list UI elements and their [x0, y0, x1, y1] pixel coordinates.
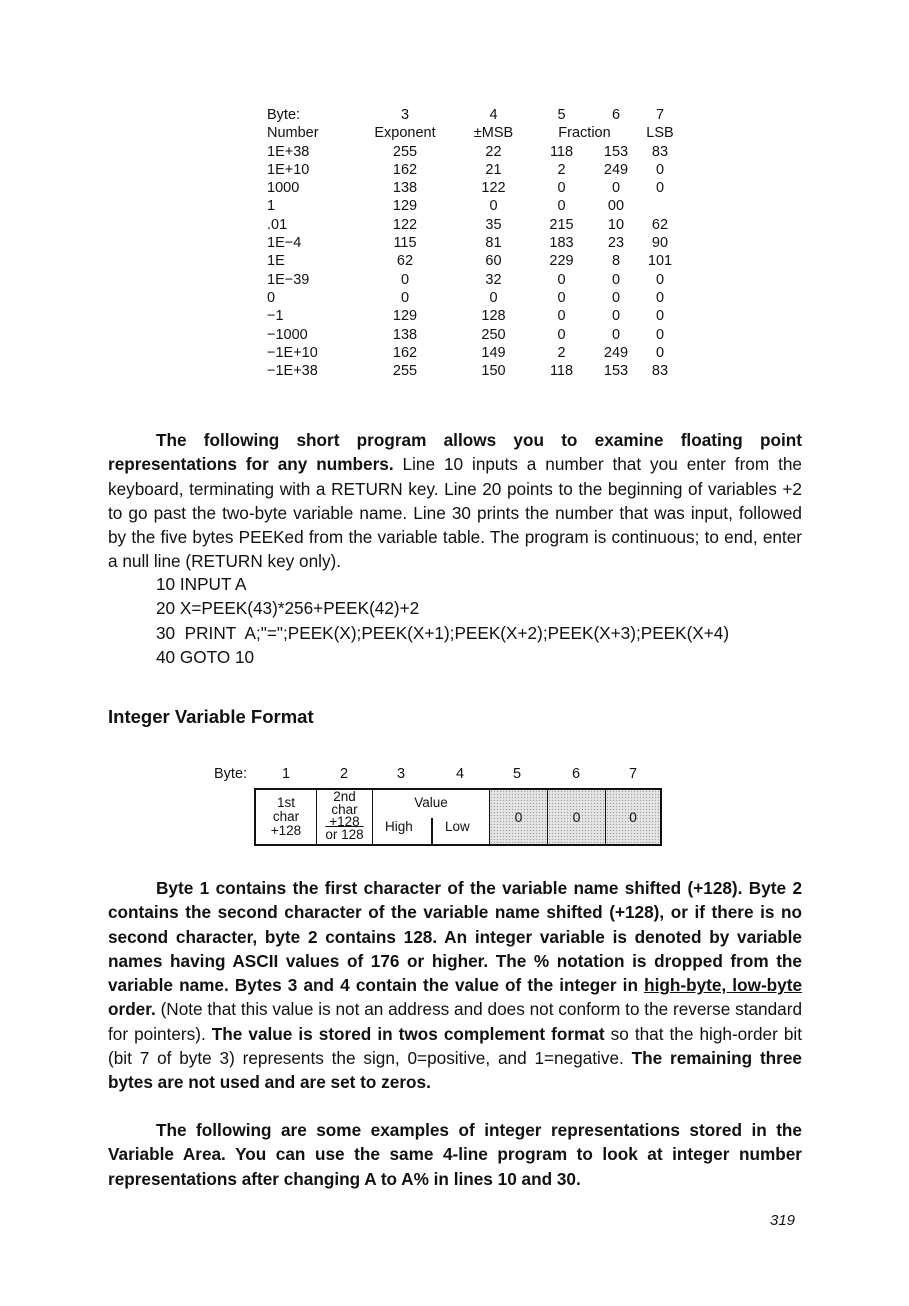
cell-fraction-byte-6: 0	[611, 326, 621, 343]
table-row	[262, 143, 681, 161]
basic-program-listing	[156, 572, 729, 669]
cell1-line3: +128	[270, 823, 302, 838]
diagram-cell-byte-7	[606, 790, 660, 844]
value-low: Low	[445, 819, 470, 834]
cell-number: 1E−39	[267, 271, 310, 288]
cell-exponent: 0	[400, 289, 410, 306]
cell-exponent: 138	[392, 326, 418, 343]
cell-exponent: 0	[400, 271, 410, 288]
exponent-header: Exponent	[374, 125, 436, 142]
cell-number: −1	[267, 308, 284, 325]
cell-lsb: 0	[655, 161, 665, 178]
table-row	[262, 216, 681, 234]
program-description	[108, 428, 802, 574]
byte-7-header: 7	[655, 107, 665, 123]
cell-number: 0	[267, 289, 276, 306]
cell-number: −1E+38	[267, 363, 318, 380]
number-header: Number	[267, 125, 319, 142]
cell-fraction-byte-5: 0	[557, 308, 566, 325]
cell-msb: 21	[485, 161, 502, 178]
cell-fraction-byte-6: 153	[603, 143, 629, 160]
cell-fraction-byte-5: 0	[557, 271, 566, 288]
byte-5-zero: 0	[514, 809, 523, 825]
cell2-line1: 2nd	[333, 789, 356, 804]
cell-msb: 0	[489, 198, 498, 215]
desc-bold-2: order.	[108, 999, 156, 1020]
byte-label: Byte:	[267, 107, 301, 123]
diagram-byte-4: 4	[455, 766, 465, 782]
cell-msb: 128	[481, 308, 506, 325]
desc-normal-2: so that the high-order bit (bit 7 of byte 3) represents the sign, 0=positive, and 1=negative.	[108, 1023, 803, 1069]
cell-fraction-byte-6: 23	[607, 235, 625, 252]
code-line-30: 30 PRINT A;"=";PEEK(X);PEEK(X+1);PEEK(X+2);PEEK(X+3);PEEK(X+4)	[156, 622, 730, 643]
cell2-line3: +128	[329, 814, 360, 829]
cell-msb: 22	[485, 143, 502, 160]
cell-exponent: 162	[392, 344, 418, 361]
cell-lsb: 101	[647, 253, 673, 270]
diagram-byte-1: 1	[281, 766, 291, 782]
cell-msb: 250	[481, 326, 506, 343]
cell-fraction-byte-5: 2	[557, 161, 566, 178]
value-label: Value	[414, 795, 448, 810]
cell-fraction-byte-5: 0	[557, 289, 566, 306]
cell-lsb: 90	[651, 235, 669, 252]
program-description-text: Line 10 inputs a number that you enter from the keyboard, terminating with a RETURN key. Line 20 points to the beginning of variables +2 to go past the two-byte variable name. Line 30 prints the number that was input, followed by the five bytes PEEKed from the variable table. The program is continuous; to end, enter a null line (RETURN key only).	[108, 454, 802, 572]
table-row	[262, 344, 681, 362]
cell-number: −1E+10	[267, 344, 318, 361]
cell-fraction-byte-5: 118	[549, 143, 574, 160]
cell-fraction-byte-5: 229	[549, 253, 574, 270]
cell-fraction-byte-6: 249	[603, 161, 629, 178]
table-row	[262, 326, 681, 344]
cell-number: .01	[267, 216, 288, 233]
cell-exponent: 122	[392, 216, 418, 233]
table-row	[262, 289, 681, 307]
diagram-byte-2: 2	[339, 766, 349, 782]
table-row	[262, 234, 681, 252]
cell-msb: 150	[481, 363, 506, 380]
cell-fraction-byte-5: 0	[557, 326, 566, 343]
cell2-line4: or 128	[325, 826, 364, 842]
cell-lsb: 0	[655, 326, 665, 343]
value-high: High	[385, 819, 413, 834]
cell-fraction-byte-5: 0	[557, 180, 566, 197]
cell-exponent: 255	[392, 143, 418, 160]
cell-number: 1	[267, 198, 276, 215]
cell-lsb: 62	[651, 216, 669, 233]
cell1-line2: char	[272, 809, 300, 824]
table-header-bytes	[262, 106, 681, 124]
page-number: 319	[770, 1212, 796, 1229]
cell1-line1: 1st	[276, 795, 295, 810]
cell-lsb: 0	[655, 289, 665, 306]
byte-4-header: 4	[489, 107, 498, 123]
diagram-byte-7: 7	[628, 766, 638, 782]
cell-msb: 32	[485, 271, 502, 288]
byte-6-zero: 0	[572, 809, 581, 825]
cell-exponent: 62	[396, 253, 414, 270]
cell-exponent: 138	[392, 180, 418, 197]
table-header-fields	[262, 124, 681, 142]
cell-fraction-byte-5: 183	[549, 235, 574, 252]
byte-5-header: 5	[557, 107, 566, 123]
cell-msb: 149	[481, 344, 506, 361]
cell-fraction-byte-6: 0	[611, 308, 621, 325]
diagram-cell-first-char	[256, 790, 317, 844]
cell-msb: 60	[485, 253, 502, 270]
floating-point-table	[262, 106, 681, 380]
cell-fraction-byte-6: 8	[611, 253, 621, 270]
cell-fraction-byte-6: 10	[607, 216, 625, 233]
lsb-header: LSB	[646, 125, 674, 142]
desc-bold-4: The remaining three bytes are not used and are set to zeros.	[108, 1048, 802, 1093]
cell-fraction-byte-6: 0	[611, 180, 621, 197]
examples-intro-text: The following are some examples of integer representations stored in the Variable Area. You can use the same 4-line program to look at integer number representations after changing A to A% in lines 10 and 30.	[108, 1120, 802, 1189]
cell-number: −1000	[267, 326, 308, 343]
cell-fraction-byte-6: 0	[611, 289, 621, 306]
cell-exponent: 255	[392, 363, 418, 380]
section-heading: Integer Variable Format	[108, 706, 314, 727]
diagram-byte-6: 6	[571, 766, 581, 782]
table-row	[262, 197, 681, 215]
byte-3-header: 3	[400, 107, 410, 123]
desc-bold-3: The value is stored in twos complement format	[211, 1023, 605, 1044]
cell-exponent: 129	[392, 198, 418, 215]
cell-fraction-byte-5: 118	[549, 363, 574, 380]
table-row	[262, 362, 681, 380]
diagram-cell-byte-6	[548, 790, 606, 844]
value-divider	[431, 818, 433, 846]
desc-normal-1: (Note that this value is not an address and does not conform to the reverse standard for pointers).	[108, 999, 802, 1044]
cell-number: 1E−4	[267, 235, 302, 252]
byte-6-header: 6	[611, 107, 621, 123]
table-row	[262, 161, 681, 179]
code-line-20: 20 X=PEEK(43)*256+PEEK(42)+2	[156, 598, 420, 619]
code-line-10: 10 INPUT A	[156, 574, 247, 594]
cell2-line2: char	[331, 801, 358, 817]
cell-lsb: 0	[655, 308, 665, 325]
cell-lsb: 0	[655, 344, 665, 361]
cell-fraction-byte-5: 2	[557, 344, 566, 361]
cell-number: 1E+38	[267, 143, 310, 160]
cell-msb: 35	[485, 216, 502, 233]
msb-header: ±MSB	[473, 125, 514, 142]
integer-format-diagram	[254, 788, 662, 846]
table-row	[262, 271, 681, 289]
diagram-byte-label: Byte:	[214, 766, 248, 782]
fraction-header: Fraction	[558, 125, 611, 142]
cell-lsb: 83	[651, 363, 669, 380]
cell-msb: 122	[481, 180, 506, 197]
diagram-cell-byte-5	[490, 790, 548, 844]
desc-bold-1: Byte 1 contains the first character of the variable name shifted (+128). Byte 2 contains the second character of the variable name shifted (+128), or if there is no second character, byte 2 contains 128. An integer variable is denoted by variable names having ASCII values of 176 or higher. The % notation is dropped from the variable name. Bytes 3 and 4 contain the value of the integer in	[108, 878, 802, 996]
cell-fraction-byte-5: 215	[549, 216, 574, 233]
table-row	[262, 179, 681, 197]
desc-underlined: high-byte, low-byte	[644, 975, 803, 996]
program-description-bold: The following short program allows you to examine floating point representations for any numbers.	[108, 430, 802, 475]
diagram-byte-5: 5	[512, 766, 522, 782]
byte-7-zero: 0	[629, 809, 637, 825]
cell-number: 1000	[267, 180, 300, 197]
cell-fraction-byte-6: 153	[603, 363, 629, 380]
integer-examples-intro	[108, 1118, 802, 1191]
diagram-cell-second-char	[317, 790, 373, 844]
table-row	[262, 307, 681, 325]
cell-lsb: 0	[655, 180, 665, 197]
cell-lsb: 83	[651, 143, 669, 160]
cell-fraction-byte-6: 00	[607, 198, 625, 215]
cell-msb: 81	[485, 235, 502, 252]
diagram-byte-3: 3	[396, 766, 406, 782]
integer-format-description	[108, 876, 802, 1095]
code-line-40: 40 GOTO 10	[156, 646, 255, 667]
cell-lsb: 0	[655, 271, 665, 288]
cell-lsb	[639, 197, 681, 215]
cell-fraction-byte-5: 0	[557, 198, 566, 215]
cell-number: 1E+10	[267, 161, 310, 178]
cell-fraction-byte-6: 0	[611, 271, 621, 288]
cell-exponent: 162	[392, 161, 418, 178]
cell-fraction-byte-6: 249	[603, 344, 629, 361]
table-row	[262, 252, 681, 270]
cell-exponent: 129	[392, 308, 418, 325]
diagram-cell-value	[373, 790, 490, 844]
cell-exponent: 115	[393, 235, 417, 252]
cell-number: 1E	[267, 253, 285, 270]
cell-msb: 0	[489, 289, 498, 306]
